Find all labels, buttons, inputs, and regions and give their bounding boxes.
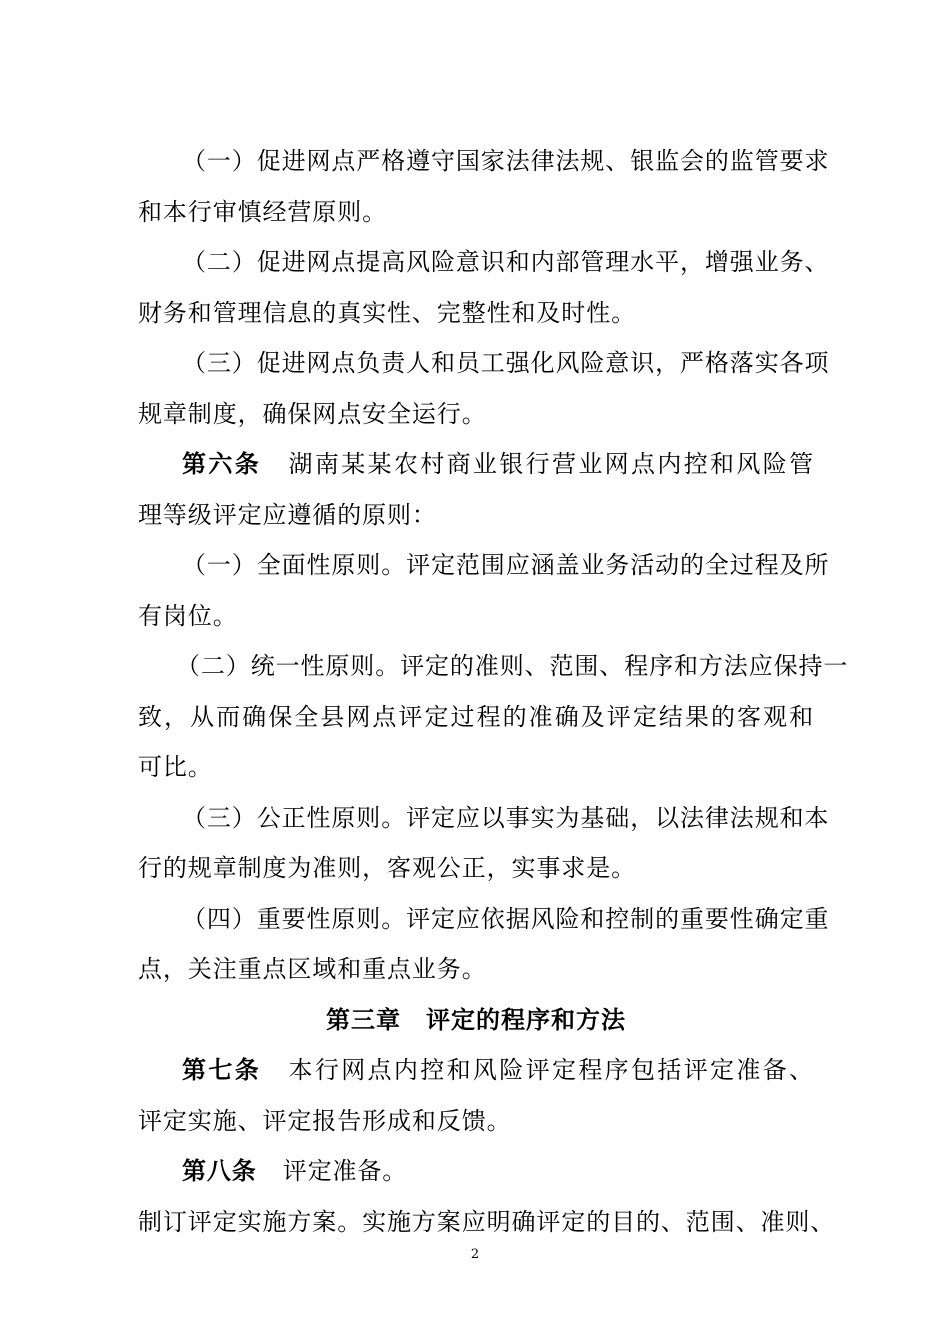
paragraph-line: （三）促进网点负责人和员工强化风险意识，严格落实各项: [182, 349, 830, 377]
page-number: 2: [470, 1247, 480, 1262]
paragraph-line: 评定实施、评定报告形成和反馈。: [138, 1106, 512, 1135]
article-8-text: 评定准备。: [282, 1157, 408, 1185]
paragraph-line: 规章制度，确保网点安全运行。: [138, 399, 487, 428]
paragraph-line: 有岗位。: [138, 601, 238, 630]
paragraph-line: （四）重要性原则。评定应依据风险和控制的重要性确定重: [182, 904, 830, 933]
article-8-label: 第八条: [182, 1157, 257, 1185]
paragraph-line: 财务和管理信息的真实性、完整性和及时性。: [138, 298, 636, 327]
article-7-label: 第七条: [182, 1056, 262, 1084]
document-body: [138, 136, 849, 1247]
article-6-line: [138, 439, 814, 490]
article-7-text: 本行网点内控和风险评定程序包括评定准备、: [287, 1056, 814, 1084]
paragraph-line: 制订评定实施方案。实施方案应明确评定的目的、范围、准则、: [138, 1207, 836, 1236]
chapter-heading: 第三章 评定的程序和方法: [326, 1005, 626, 1034]
paragraph-line: 行的规章制度为准则，客观公正，实事求是。: [138, 854, 636, 882]
paragraph-line: 致，从而确保全县网点评定过程的准确及评定结果的客观和: [138, 702, 814, 731]
paragraph-line: （二）促进网点提高风险意识和内部管理水平，增强业务、: [182, 248, 830, 276]
article-8-line: [138, 1146, 814, 1197]
paragraph-line: 点，关注重点区域和重点业务。: [138, 955, 487, 983]
paragraph-line: （二）统一性原则。评定的准则、范围、程序和方法应保持一: [176, 652, 849, 680]
paragraph-line: 和本行审慎经营原则。: [138, 197, 387, 226]
article-6-text: 湖南某某农村商业银行营业网点内控和风险管: [287, 450, 814, 478]
paragraph-line: 理等级评定应遵循的原则：: [138, 500, 437, 529]
paragraph-line: （三）公正性原则。评定应以事实为基础，以法律法规和本: [182, 803, 830, 832]
article-7-line: [138, 1045, 814, 1096]
paragraph-line: （一）促进网点严格遵守国家法律法规、银监会的监管要求: [182, 147, 830, 175]
paragraph-line: 可比。: [138, 753, 213, 781]
paragraph-line: （一）全面性原则。评定范围应涵盖业务活动的全过程及所: [182, 551, 830, 579]
article-6-label: 第六条: [182, 450, 262, 478]
